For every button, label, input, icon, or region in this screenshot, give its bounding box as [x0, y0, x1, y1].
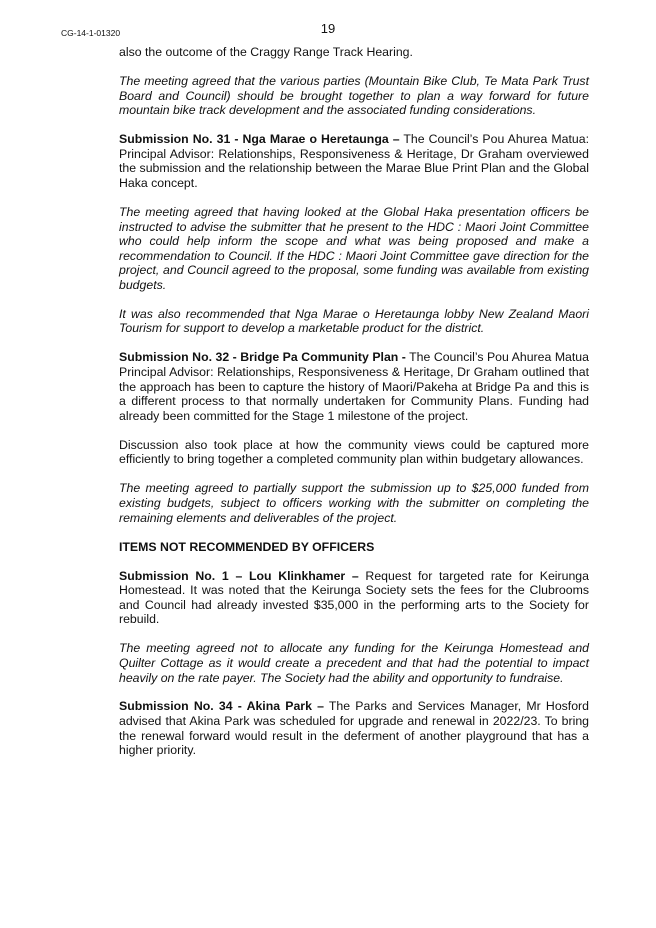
submission-31-title: Submission No. 31 - Nga Marae o Heretaunga – [119, 132, 400, 147]
submission-32-title: Submission No. 32 - Bridge Pa Community Plan - [119, 350, 406, 365]
resolution-keirunga: The meeting agreed not to allocate any funding for the Keirunga Homestead and Quilter Cottage as it would create a precedent and that had the potential to impact heavily on the rate payer. The Society had the ability and opportunity to fundraise. [119, 641, 589, 685]
submission-31 [119, 132, 589, 190]
submission-34-body: The Parks and Services Manager, Mr Hosford advised that Akina Park was scheduled for upgrade and renewal in 2022/23. To bring the renewal forward would result in the deferment of another playground that has a higher priority. [119, 699, 589, 758]
submission-1-body: Request for targeted rate for Keirunga Homestead. It was noted that the Keirunga Society sets the fees for the Clubrooms and Council had already invested $35,000 in the performing arts to the Society for rebuild. [119, 568, 589, 627]
submission-31-body: The Council’s Pou Ahurea Matua: Principal Advisor: Relationships, Responsiveness & Heritage, Dr Graham overviewed the submission and the relationship between the Marae Blue Print Plan and the Global Haka concept. [119, 132, 589, 190]
submission-34-title: Submission No. 34 - Akina Park – [119, 699, 324, 714]
submission-32 [119, 350, 589, 423]
recommendation-maori-tourism: It was also recommended that Nga Marae o Heretaunga lobby New Zealand Maori Tourism for support to develop a marketable product for the district. [119, 306, 589, 336]
section-heading-not-recommended: ITEMS NOT RECOMMENDED BY OFFICERS [119, 539, 375, 554]
resolution-bridge-pa: The meeting agreed to partially support the submission up to $25,000 funded from existing budgets, subject to officers working with the submitter on completing the remaining elements and deliverables of the project. [119, 481, 589, 525]
submission-1 [119, 569, 589, 627]
submission-34 [119, 699, 589, 757]
document-id: CG-14-1-01320 [61, 28, 121, 38]
submission-32-body: The Council’s Pou Ahurea Matua Principal Advisor: Relationships, Responsiveness & Heritage, Dr Graham outlined that the approach has been to capture the history of Maori/Pakeha at Bridge Pa and this is a different process to that normally undertaken for Community Plans. Funding had already been committed for the Stage 1 milestone of the project. [119, 350, 589, 423]
submission-1-title: Submission No. 1 – Lou Klinkhamer – [119, 568, 359, 583]
resolution-mountain-bike: The meeting agreed that the various parties (Mountain Bike Club, Te Mata Park Trust Board and Council) should be brought together to plan a way forward for future mountain bike track development and the associated funding considerations. [119, 73, 589, 118]
resolution-global-haka: The meeting agreed that having looked at the Global Haka presentation officers be instructed to advise the submitter that he present to the HDC : Maori Joint Committee who could help inform the scope and what was being proposed and make a recommendation to Council. If the HDC : Maori Joint Committee gave direction for the project, and Council agreed to the proposal, some funding was available from existing budgets. [119, 204, 589, 292]
minutes-body [119, 45, 589, 772]
paragraph-community-views: Discussion also took place at how the community views could be captured more efficiently to bring together a completed community plan within budgetary allowances. [119, 437, 589, 467]
page-number: 19 [320, 21, 336, 36]
paragraph-craggy-outcome: also the outcome of the Craggy Range Track Hearing. [119, 45, 413, 59]
